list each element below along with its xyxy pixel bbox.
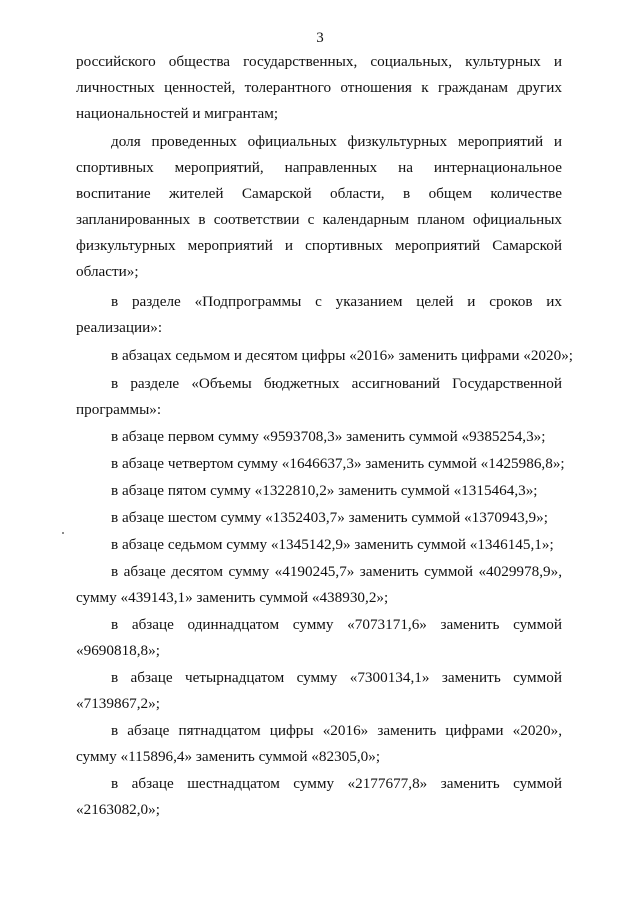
text-line: в абзаце первом сумму «9593708,3» заменить суммой «9385254,3»; xyxy=(111,428,546,445)
text-line: в абзаце десятом сумму «4190245,7» заменить суммой «4029978,9», xyxy=(111,563,562,580)
text-line: реализации»: xyxy=(76,319,163,336)
text-line: в разделе «Объемы бюджетных ассигнований Государственной xyxy=(111,375,562,392)
text-line: «7139867,2»; xyxy=(76,695,160,712)
text-line: в абзаце пятнадцатом цифры «2016» заменить цифрами «2020», xyxy=(111,722,562,739)
text-line: в абзаце шестом сумму «1352403,7» заменить суммой «1370943,9»; xyxy=(111,509,548,526)
text-line: в абзаце шестнадцатом сумму «2177677,8» заменить суммой xyxy=(111,775,562,792)
text-line: сумму «439143,1» заменить суммой «438930,2»; xyxy=(76,589,389,606)
text-line: в абзаце седьмом сумму «1345142,9» заменить суммой «1346145,1»; xyxy=(111,536,554,553)
text-line: области»; xyxy=(76,263,139,280)
text-line: национальностей и мигрантам; xyxy=(76,105,279,122)
page-number: 3 xyxy=(316,30,324,46)
text-line: в абзаце одиннадцатом сумму «7073171,6» заменить суммой xyxy=(111,616,562,633)
text-line: физкультурных мероприятий и спортивных мероприятий Самарской xyxy=(76,237,562,254)
text-line: сумму «115896,4» заменить суммой «82305,0»; xyxy=(76,748,381,765)
text-line: запланированных в соответствии с календарным планом официальных xyxy=(76,211,562,228)
text-line: «9690818,8»; xyxy=(76,642,160,659)
text-line: в абзаце четвертом сумму «1646637,3» заменить суммой «1425986,8»; xyxy=(111,455,565,472)
text-line: программы»: xyxy=(76,401,162,418)
text-line: личностных ценностей, толерантного отношения к гражданам других xyxy=(76,79,562,96)
scan-speck xyxy=(62,532,64,534)
text-line: российского общества государственных, социальных, культурных и xyxy=(76,53,562,70)
text-line: воспитание жителей Самарской области, в общем количестве xyxy=(76,185,562,202)
text-line: «2163082,0»; xyxy=(76,801,160,818)
text-line: доля проведенных официальных физкультурных мероприятий и xyxy=(111,133,562,150)
text-line: спортивных мероприятий, направленных на интернациональное xyxy=(76,159,562,176)
text-line: в абзацах седьмом и десятом цифры «2016» заменить цифрами «2020»; xyxy=(111,347,574,364)
text-line: в абзаце пятом сумму «1322810,2» заменить суммой «1315464,3»; xyxy=(111,482,538,499)
text-line: в разделе «Подпрограммы с указанием целей и сроков их xyxy=(111,293,562,310)
text-line: в абзаце четырнадцатом сумму «7300134,1» заменить суммой xyxy=(111,669,562,686)
